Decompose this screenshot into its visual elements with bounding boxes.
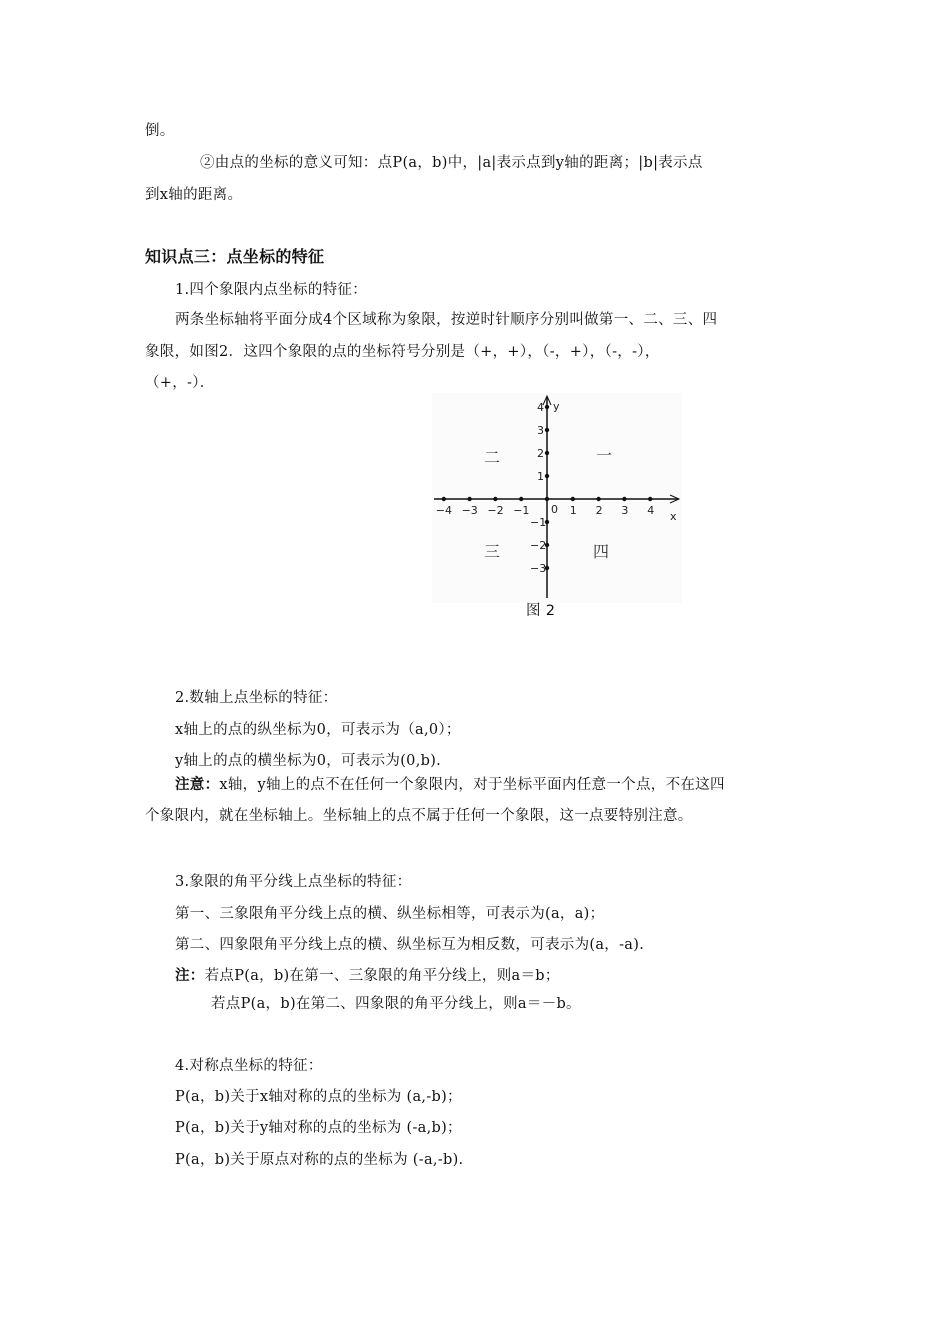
subsection-title: 2.数轴上点坐标的特征： — [175, 690, 338, 706]
y-tick-label: 2 — [537, 447, 544, 460]
x-tick-point — [519, 497, 523, 501]
text-line: x轴上的点的纵坐标为0，可表示为（a,0）； — [175, 722, 461, 738]
text-line: P(a，b)关于x轴对称的点的坐标为 (a,-b)； — [175, 1089, 462, 1105]
y-tick-point — [545, 474, 549, 478]
note-text: x轴，y轴上的点不在任何一个象限内，对于坐标平面内任意一个点，不在这四 — [219, 777, 725, 793]
x-tick-point — [622, 497, 626, 501]
quadrant-2-label: 二 — [484, 448, 501, 467]
note-label: 注： — [175, 968, 205, 984]
text-line: 第一、三象限角平分线上点的横、纵坐标相等，可表示为(a，a)； — [175, 906, 605, 922]
quadrant-4-label: 四 — [593, 542, 610, 561]
note-text: 若点P(a，b)在第一、三象限的角平分线上，则a＝b； — [204, 968, 560, 984]
subsection-title: 1.四个象限内点坐标的特征： — [175, 282, 368, 298]
text-line: 象限，如图2．这四个象限的点的坐标符号分别是（+，+），（-，+），（-，-）， — [145, 344, 660, 360]
coordinate-plane-figure — [432, 393, 682, 603]
y-tick-label: 3 — [537, 424, 544, 437]
text-line: 倒。 — [145, 123, 175, 139]
text-line: 若点P(a，b)在第二、四象限的角平分线上，则a＝－b。 — [211, 996, 581, 1012]
y-tick-label: 1 — [537, 470, 544, 483]
origin-point — [545, 497, 549, 501]
y-tick-point — [545, 451, 549, 455]
y-tick-point — [545, 428, 549, 432]
x-tick-label: 2 — [595, 504, 603, 517]
text-line: 个象限内，就在坐标轴上。坐标轴上的点不属于任何一个象限，这一点要特别注意。 — [145, 808, 693, 824]
x-tick-point — [467, 497, 471, 501]
x-tick-label: −1 — [513, 504, 530, 517]
text-line: y轴上的点的横坐标为0，可表示为(0,b). — [175, 753, 442, 769]
x-tick-label: −2 — [487, 504, 504, 517]
text-line: ②由点的坐标的意义可知：点P(a，b)中，|a|表示点到y轴的距离；|b|表示点 — [200, 155, 703, 171]
note-line — [175, 966, 560, 986]
x-tick-label: −3 — [461, 504, 478, 517]
subsection-title: 3.象限的角平分线上点坐标的特征： — [175, 874, 412, 890]
y-tick-label: 4 — [537, 401, 544, 414]
y-tick-label: −1 — [530, 516, 547, 529]
x-tick-label: 1 — [569, 504, 577, 517]
y-axis-label: y — [553, 400, 560, 413]
figure-caption: 图 2 — [526, 603, 556, 619]
x-tick-label: 3 — [621, 504, 629, 517]
x-tick-label: 4 — [647, 504, 655, 517]
text-line: （+，-）． — [145, 375, 215, 391]
origin-label: 0 — [551, 503, 558, 516]
text-line: P(a，b)关于y轴对称的点的坐标为 (-a,b)； — [175, 1120, 462, 1136]
y-tick-point — [545, 405, 549, 409]
text-line: 第二、四象限角平分线上点的横、纵坐标互为相反数，可表示为(a，-a). — [175, 937, 645, 953]
y-tick-label: −3 — [530, 562, 547, 575]
x-tick-point — [442, 497, 446, 501]
quadrant-3-label: 三 — [484, 542, 501, 561]
quadrant-1-label: 一 — [596, 446, 613, 465]
x-tick-point — [648, 497, 652, 501]
y-tick-label: −2 — [530, 539, 547, 552]
x-tick-point — [596, 497, 600, 501]
x-axis-label: x — [670, 510, 677, 523]
subsection-title: 4.对称点坐标的特征： — [175, 1058, 323, 1074]
x-tick-point — [571, 497, 575, 501]
section-heading: 知识点三：点坐标的特征 — [145, 247, 325, 266]
note-label: 注意： — [175, 777, 220, 793]
text-line: 两条坐标轴将平面分成4个区域称为象限，按逆时针顺序分别叫做第一、二、三、四 — [175, 312, 718, 328]
text-line: P(a，b)关于原点对称的点的坐标为 (-a,-b). — [175, 1152, 464, 1168]
text-line: 到x轴的距离。 — [145, 187, 243, 203]
x-tick-label: −4 — [435, 504, 453, 517]
note-line — [175, 775, 725, 795]
x-tick-point — [493, 497, 497, 501]
